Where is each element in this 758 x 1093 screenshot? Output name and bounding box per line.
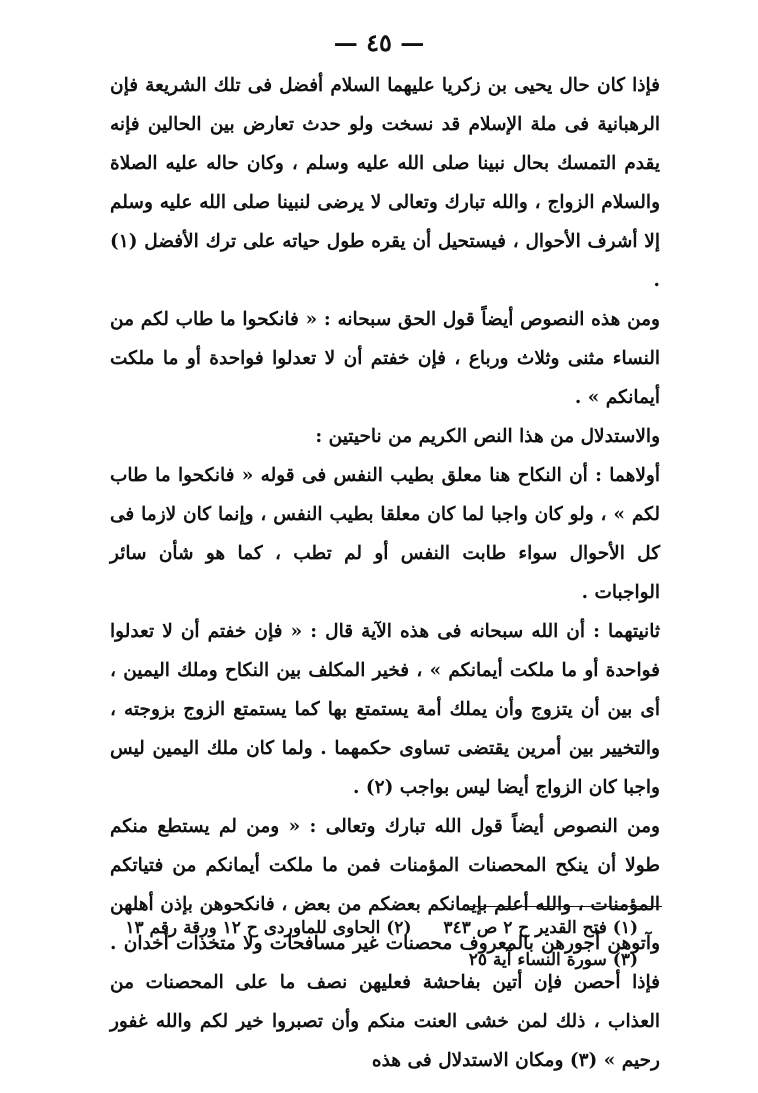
- paragraph: والاستدلال من هذا النص الكريم من ناحيتين :: [315, 426, 660, 447]
- paragraph: ومن النصوص أيضاً قول الله تبارك وتعالى : « ومن لم يستطع منكم طولا أن ينكح المحصنات المؤمنات فمن ما ملكت أيمانكم من فتياتكم المؤمنات ، والله أعلم بإيمانكم بعضكم من بعض ، فانكحوهن بإذن أهلهن وآتوهن أجورهن بالمعروف محصنات غير مسافحات ولا متخذات أخدان . فإذا أحصن فإن أتين بفاحشة فعليهن نصف ما على المحصنات من العذاب ، ذلك لمن خشى العنت منكم وأن تصبروا خير لكم والله غفور رحيم » (٣) ومكان الاستدلال فى هذه: [110, 816, 660, 1071]
- paragraph: ومن هذه النصوص أيضاً قول الحق سبحانه : « فانكحوا ما طاب لكم من النساء مثنى وثلاث ورباع ، فإن خفتم أن لا تعدلوا فواحدة أو ما ملكت أيمانكم » .: [110, 309, 660, 408]
- footnote-3: (٣) سورة النساء آية ٢٥: [468, 950, 638, 970]
- footnote-line: [110, 944, 638, 976]
- paragraph: فإذا كان حال يحيى بن زكريا عليهما السلام أفضل فى تلك الشريعة فإن الرهبانية فى ملة الإسلام قد نسخت ولو حدث تعارض بين الحالين فإنه يقدم التمسك بحال نبينا صلى الله عليه وسلم ، وكان حاله عليه الصلاة والسلام الزواج ، والله تبارك وتعالى لا يرضى لنبينا صلى الله عليه وسلم إلا أشرف الأحوال ، فيستحيل أن يقره طول حياته على ترك الأفضل (١) .: [110, 75, 660, 291]
- footnote-line: [110, 912, 638, 944]
- footnote-2: (٢) الحاوى للماوردى ح ١٢ ورقة رقم ١٣: [125, 918, 412, 938]
- paragraph: ثانيتهما : أن الله سبحانه فى هذه الآية قال : « فإن خفتم أن لا تعدلوا فواحدة أو ما ملكت أيمانكم » ، فخير المكلف بين النكاح وملك اليمين ، أى بين أن يتزوج وأن يملك أمة يستمتع بها كما يستمتع الزوج بزوجته ، والتخيير بين أمرين يقتضى تساوى حكمهما . ولما كان ملك اليمين ليس واجبا كان الزواج أيضا ليس بواجب (٢) .: [110, 621, 660, 798]
- page-number: — ٤٥ —: [333, 28, 425, 57]
- footnote-1: (١) فتح القدير ح ٢ ص ٣٤٣: [443, 918, 638, 938]
- footnote-divider: [470, 906, 662, 907]
- footnotes: [110, 912, 638, 976]
- paragraph: أولاهما : أن النكاح هنا معلق بطيب النفس فى قوله « فانكحوا ما طاب لكم » ، ولو كان واجبا لما كان معلقا بطيب النفس ، وإنما كان لازما فى كل الأحوال سواء طابت النفس أو لم تطب ، كما هو شأن سائر الواجبات .: [110, 465, 660, 603]
